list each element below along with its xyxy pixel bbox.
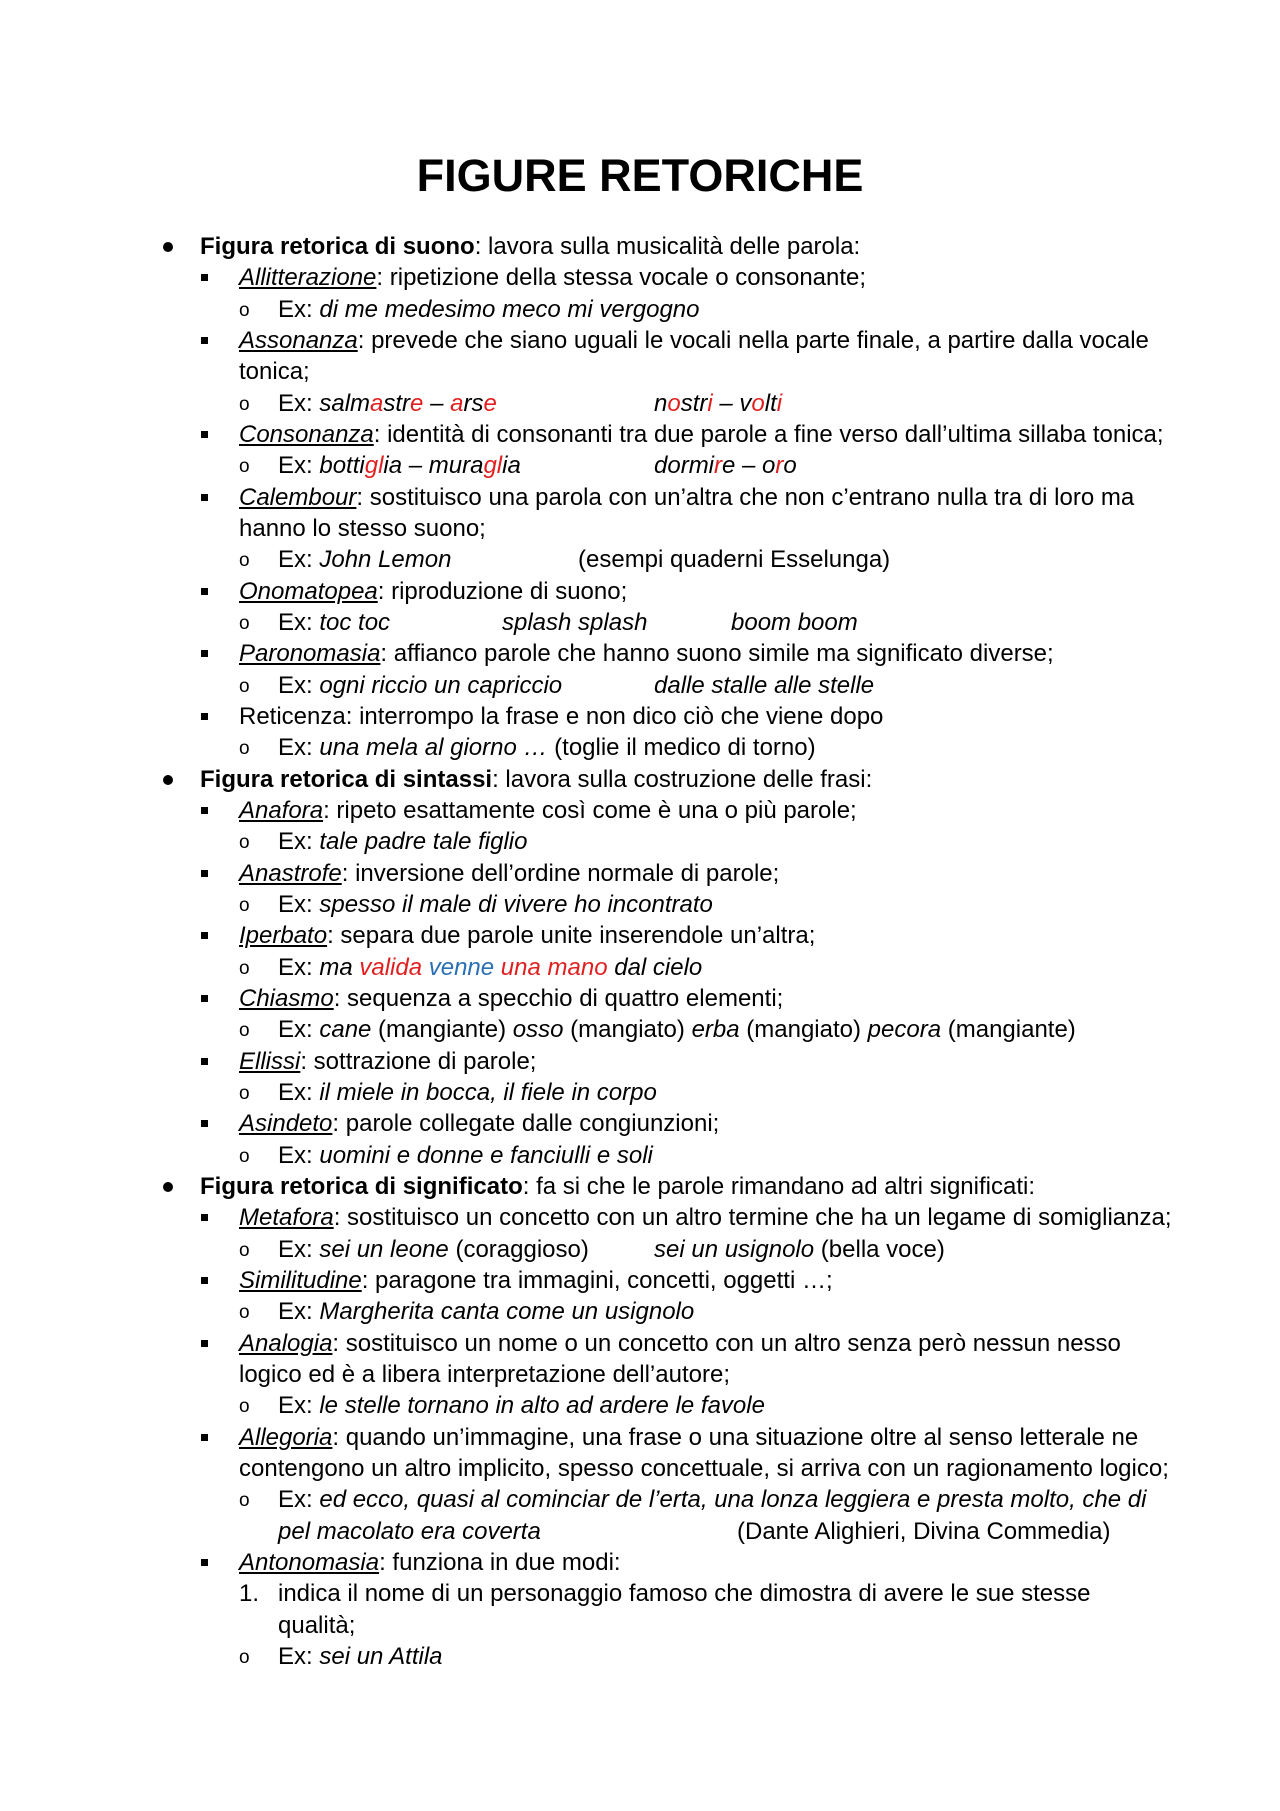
- term: Assonanza: [239, 327, 358, 354]
- citation: (Dante Alighieri, Divina Commedia): [737, 1518, 1111, 1545]
- definition: : inversione dell’ordine normale di parole;: [341, 860, 780, 887]
- term: Chiasmo: [239, 985, 334, 1012]
- bullet-circle-icon: o: [239, 676, 250, 697]
- term: Metafora: [239, 1204, 334, 1231]
- bullet-circle-icon: o: [239, 1240, 250, 1261]
- bullet-square-icon: [201, 995, 208, 1002]
- definition: : sequenza a specchio di quattro elementi;: [333, 985, 784, 1012]
- term: Consonanza: [239, 421, 374, 448]
- section-heading: Figura retorica di sintassi: [200, 766, 493, 793]
- bullet-circle-icon: o: [239, 456, 250, 477]
- section-desc: : fa si che le parole rimandano ad altri significati:: [522, 1173, 1035, 1200]
- bullet-circle-icon: o: [239, 1083, 250, 1104]
- definition: : ripeto esattamente così come è una o più parole;: [323, 797, 857, 824]
- section-desc: : lavora sulla costruzione delle frasi:: [492, 766, 873, 793]
- bullet-circle-icon: o: [239, 1146, 250, 1167]
- bullet-square-icon: [201, 1434, 208, 1441]
- term: Calembour: [239, 484, 357, 511]
- term: Allegoria: [239, 1424, 333, 1451]
- bullet-square-icon: [201, 1058, 208, 1065]
- term: Reticenza: [239, 703, 346, 730]
- term: Onomatopea: [239, 578, 378, 605]
- definition: : affianco parole che hanno suono simile ma significato diverse;: [380, 640, 1054, 667]
- term: Iperbato: [239, 922, 328, 949]
- bullet-square-icon: [201, 1559, 208, 1566]
- document-page: FIGURE RETORICHE Figura retorica di suono: lavora sulla musicalità delle parola: Allitterazione: ripetizione della stessa vocale o consonante; o Ex: di me medesimo meco mi vergogno Assonanza: prevede che siano uguali le vocali nella parte finale, a partire dalla vocale tonica; o Ex: salmastre – arse nostri – volti Consonanza: identità di consonanti tra due parole a fine verso dall’ultima sillaba tonica; o Ex: bottiglia – muraglia dormire – oro Calembour: sostituisco una parola con un’altra che non c’entrano nulla tra di loro ma hanno lo stesso suono; o Ex: John Lemon (esempi quaderni Esselunga) Onomatopea: riproduzione di suono; o Ex: toc toc splash splash boom boom Paronomasia: affianco parole che hanno suono simile ma significato diverse; o Ex: ogni riccio un capriccio dalle stalle alle stelle Reticenza: interrompo la frase e non dico ciò che viene dopo o Ex: una mela al giorno … (toglie il medico di torno) Figura retorica di sintassi: lavora sulla costruzione delle frasi: Anafora: ripeto esattamente così come è una o più parole; o Ex: tale padre tale figlio Anastrofe: inversione dell’ordine normale di parole; o Ex: spesso il male di vivere ho incontrato Iperbato: separa due parole unite inserendole un’altra; o Ex: ma valida venne una mano dal cielo Chiasmo: sequenza a specchio di quattro elementi; o Ex: cane (mangiante) osso (mangiato) erba (mangiato) pecora (mangiante) Ellissi: sottrazione di parole; o Ex: il miele in bocca, il fiele in corpo Asindeto: parole collegate dalle congiunzioni; o Ex: uomini e donne e fanciulli e soli Figura retorica di significato: fa si che le parole rimandano ad altri significati: Metafora: sostituisco un concetto con un altro termine che ha un legame di somiglianza; o Ex: sei un leone (coraggioso) sei un usignolo (bella voce) Similitudine: paragone tra immagini, concetti, oggetti …; o Ex: Margherita canta come un usignolo Analogia: sostituisco un nome o un concetto con un altro senza però nessun nesso logico ed è a libera interpretazione dell’autore; o Ex: le stelle tornano in alto ad ardere le favole Allegoria: quando un’immagine, una frase o una situazione oltre al senso letterale ne contengono un altro implicito, spesso concettuale, si arriva con un ragionamento logico; o Ex: ed ecco, quasi al cominciar de l’erta, una lonza leggiera e presta molto, che di pel macolato era coverta (Dante Alighieri, Divina Commedia) Antonomasia: funziona in due modi: 1. indica il nome di un personaggio famoso che dimostra di avere le sue stesse qualità; o Ex: sei un Attila: [0, 0, 1280, 1811]
- bullet-square-icon: [201, 870, 208, 877]
- definition: : riproduzione di suono;: [377, 578, 628, 605]
- section-desc: : lavora sulla musicalità delle parola:: [474, 233, 861, 260]
- bullet-square-icon: [201, 337, 208, 344]
- bullet-circle-icon: o: [239, 1396, 250, 1417]
- bullet-circle-icon: o: [239, 613, 250, 634]
- bullet-circle-icon: o: [239, 1302, 250, 1323]
- bullet-square-icon: [201, 1120, 208, 1127]
- bullet-dot-icon: [163, 1182, 173, 1192]
- bullet-dot-icon: [163, 775, 173, 785]
- definition: : interrompo la frase e non dico ciò che viene dopo: [345, 703, 884, 730]
- bullet-square-icon: [201, 713, 208, 720]
- term: Anastrofe: [239, 860, 342, 887]
- term: Asindeto: [239, 1110, 333, 1137]
- bullet-circle-icon: o: [239, 1020, 250, 1041]
- bullet-square-icon: [201, 1214, 208, 1221]
- bullet-circle-icon: o: [239, 550, 250, 571]
- definition: : sostituisco una parola con un’altra che non c’entrano nulla tra di loro ma: [356, 484, 1135, 511]
- definition: : sostituisco un concetto con un altro termine che ha un legame di somiglianza;: [333, 1204, 1172, 1231]
- term: Paronomasia: [239, 640, 381, 667]
- bullet-square-icon: [201, 932, 208, 939]
- bullet-square-icon: [201, 494, 208, 501]
- bullet-square-icon: [201, 650, 208, 657]
- bullet-square-icon: [201, 807, 208, 814]
- bullet-circle-icon: o: [239, 738, 250, 759]
- definition: : separa due parole unite inserendole un’altra;: [327, 922, 816, 949]
- term: Ellissi: [239, 1048, 301, 1075]
- definition: : paragone tra immagini, concetti, oggetti …;: [361, 1267, 833, 1294]
- section-heading: Figura retorica di suono: [200, 233, 475, 260]
- page-title: FIGURE RETORICHE: [416, 150, 864, 201]
- bullet-square-icon: [201, 1340, 208, 1347]
- bullet-circle-icon: o: [239, 895, 250, 916]
- bullet-circle-icon: o: [239, 300, 250, 321]
- bullet-circle-icon: o: [239, 1647, 250, 1668]
- bullet-dot-icon: [163, 242, 173, 252]
- definition: : identità di consonanti tra due parole a fine verso dall’ultima sillaba tonica;: [373, 421, 1164, 448]
- definition: : parole collegate dalle congiunzioni;: [332, 1110, 720, 1137]
- section-heading: Figura retorica di significato: [200, 1173, 523, 1200]
- bullet-square-icon: [201, 588, 208, 595]
- bullet-square-icon: [201, 274, 208, 281]
- bullet-circle-icon: o: [239, 394, 250, 415]
- bullet-circle-icon: o: [239, 958, 250, 979]
- term: Similitudine: [239, 1267, 362, 1294]
- definition: : sostituisco un nome o un concetto con un altro senza però nessun nesso: [332, 1330, 1121, 1357]
- definition: : funziona in due modi:: [379, 1549, 621, 1576]
- bullet-square-icon: [201, 1277, 208, 1284]
- term: Analogia: [239, 1330, 333, 1357]
- bullet-circle-icon: o: [239, 832, 250, 853]
- term: Anafora: [239, 797, 324, 824]
- definition: : prevede che siano uguali le vocali nella parte finale, a partire dalla vocale: [357, 327, 1149, 354]
- bullet-square-icon: [201, 431, 208, 438]
- definition: : ripetizione della stessa vocale o consonante;: [376, 264, 867, 291]
- term: Antonomasia: [239, 1549, 380, 1576]
- definition: : sottrazione di parole;: [300, 1048, 537, 1075]
- definition: : quando un’immagine, una frase o una situazione oltre al senso letterale ne: [332, 1424, 1139, 1451]
- bullet-circle-icon: o: [239, 1490, 250, 1511]
- term: Allitterazione: [239, 264, 377, 291]
